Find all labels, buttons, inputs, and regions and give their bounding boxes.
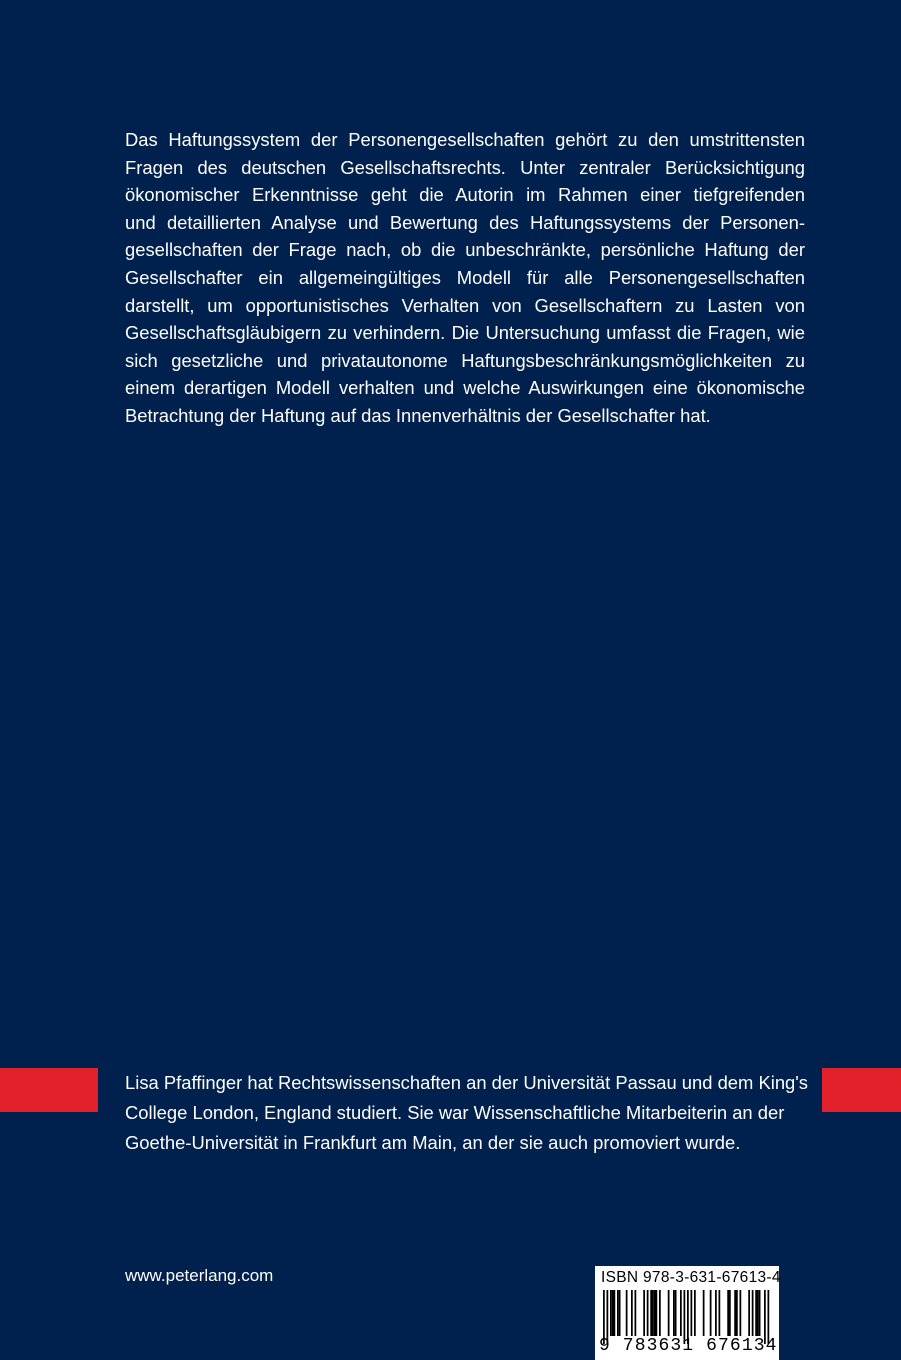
barcode-bar — [652, 1290, 654, 1336]
barcode-bar — [734, 1290, 736, 1336]
barcode-bar — [647, 1290, 649, 1336]
barcode-bar — [631, 1290, 633, 1336]
barcode-bar — [736, 1290, 738, 1336]
isbn-label: ISBN 978-3-631-67613-4 — [601, 1269, 781, 1286]
description-line: ökonomischer Erkenntnisse geht die Autorin im Rahmen einer tiefgreifenden — [125, 184, 805, 206]
ean-digits: 9 783631 676134 — [599, 1336, 778, 1356]
barcode-bar — [619, 1290, 621, 1336]
barcode-bar — [675, 1290, 677, 1336]
publisher-website-link[interactable]: www.peterlang.com — [125, 1266, 274, 1285]
description-line: Das Haftungssystem der Personengesellschaften gehört zu den umstrittensten — [125, 129, 805, 150]
barcode-bar — [748, 1290, 750, 1336]
barcode-bar — [612, 1290, 614, 1336]
author-bio-line: Lisa Pfaffinger hat Rechtswissenschaften an der Universität Passau und dem King's — [125, 1072, 808, 1093]
description-line: sich gesetzliche und privatautonome Haftungsbeschränkungsmöglichkeiten zu — [125, 349, 805, 371]
barcode-bar — [755, 1290, 757, 1336]
barcode-bar — [715, 1290, 717, 1336]
barcode-bar — [654, 1290, 656, 1336]
barcode-bar — [727, 1290, 729, 1336]
barcode-bar — [610, 1290, 612, 1336]
accent-bar-right — [822, 1068, 901, 1112]
barcode-bar — [614, 1290, 616, 1336]
barcode-bar — [703, 1290, 705, 1336]
barcode-bar — [759, 1290, 761, 1336]
barcode-bar — [719, 1290, 721, 1336]
barcode-bar — [757, 1290, 759, 1336]
description-text — [125, 126, 805, 430]
barcode-bar — [626, 1290, 628, 1336]
barcode-bar — [659, 1290, 661, 1336]
barcode-bar — [643, 1290, 645, 1336]
barcode-bar — [635, 1290, 637, 1336]
barcode-bar — [673, 1290, 675, 1336]
description-line: und detaillierten Analyse und Bewertung des Haftungssystems der Personen- — [125, 211, 805, 233]
barcode-bar — [752, 1290, 754, 1336]
description-line: Betrachtung der Haftung auf das Innenverhältnis der Gesellschafter hat. — [125, 404, 711, 426]
isbn-barcode — [595, 1266, 779, 1360]
barcode-bar — [650, 1290, 652, 1336]
description-line: Gesellschafter ein allgemeingültiges Modell für alle Personengesellschaften — [125, 266, 805, 288]
description-line: einem derartigen Modell verhalten und welche Auswirkungen eine ökonomische — [125, 377, 805, 399]
barcode-bar — [617, 1290, 619, 1336]
barcode-bar — [680, 1290, 682, 1336]
barcode-bar — [740, 1290, 742, 1336]
accent-bar-left — [0, 1068, 98, 1112]
barcode-bar — [656, 1290, 658, 1336]
barcode-bar — [691, 1290, 693, 1336]
author-bio-line: Goethe-Universität in Frankfurt am Main, an der sie auch promoviert wurde. — [125, 1132, 741, 1153]
barcode-bar — [710, 1290, 712, 1336]
barcode-bar — [668, 1290, 670, 1336]
barcode-bar — [694, 1290, 696, 1336]
description-line: Fragen des deutschen Gesellschaftsrechts. Unter zentraler Berücksichtigung — [125, 156, 805, 178]
description-line: gesellschaften der Frage nach, ob die unbeschränkte, persönliche Haftung der — [125, 239, 805, 261]
description-line: darstellt, um opportunistisches Verhalten von Gesellschaftern zu Lasten von — [125, 294, 805, 316]
author-bio — [125, 1068, 810, 1158]
author-bio-line: College London, England studiert. Sie war Wissenschaftliche Mitarbeiterin an der — [125, 1102, 785, 1123]
barcode-bar — [729, 1290, 731, 1336]
description-line: Gesellschaftsgläubigern zu verhindern. Die Untersuchung umfasst die Fragen, wie — [125, 322, 805, 344]
